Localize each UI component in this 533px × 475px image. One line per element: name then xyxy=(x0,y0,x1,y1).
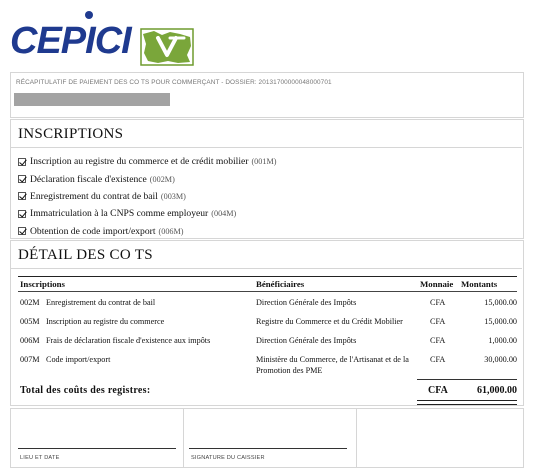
list-item xyxy=(18,205,276,222)
inscription-label: Déclaration fiscale d'existence xyxy=(30,173,147,185)
row-label: Inscription au registre du commerce xyxy=(46,317,165,326)
column-header-inscriptions: Inscriptions xyxy=(20,279,65,289)
inscription-label: Enregistrement du contrat de bail xyxy=(30,190,158,202)
total-amount: 61,000.00 xyxy=(477,385,517,396)
inscription-label: Inscription au registre du commerce et de crédit mobilier xyxy=(30,156,249,168)
row-beneficiaire: Direction Générale des Impôts xyxy=(256,298,357,307)
inscription-code: (003M) xyxy=(160,191,186,201)
row-code: 006M xyxy=(20,336,40,345)
total-rule xyxy=(417,379,517,380)
row-code: 005M xyxy=(20,317,40,326)
row-monnaie: CFA xyxy=(430,336,446,345)
inscription-code: (006M) xyxy=(158,226,184,236)
inscription-label: Obtention de code import/export xyxy=(30,225,156,237)
checkbox-checked[interactable] xyxy=(18,210,26,218)
total-label: Total des coûts des registres: xyxy=(20,385,151,396)
empty-box xyxy=(356,408,524,468)
place-date-line xyxy=(18,448,176,449)
row-code: 007M xyxy=(20,355,40,364)
column-header-beneficiaires: Bénéficiaires xyxy=(256,279,305,289)
row-beneficiaire: Registre du Commerce et du Crédit Mobilier xyxy=(256,317,403,326)
inscription-label: Immatriculation à la CNPS comme employeur xyxy=(30,208,209,220)
total-double-rule xyxy=(417,400,517,405)
ivory-coast-map-emblem-icon xyxy=(140,28,194,66)
row-montant: 30,000.00 xyxy=(484,355,517,364)
place-date-label: LIEU ET DATE xyxy=(20,455,60,461)
divider xyxy=(10,268,522,269)
table-header-rule xyxy=(18,291,517,292)
total-currency: CFA xyxy=(428,385,448,396)
row-label: Enregistrement du contrat de bail xyxy=(46,298,156,307)
divider xyxy=(10,147,522,148)
inscription-code: (001M) xyxy=(251,157,277,167)
logo-dot xyxy=(85,11,93,19)
inscription-code: (002M) xyxy=(149,174,175,184)
list-item xyxy=(18,153,276,170)
redacted-bar xyxy=(14,93,170,106)
row-label: Code import/export xyxy=(46,355,111,364)
cashier-signature-label: SIGNATURE DU CAISSIER xyxy=(191,455,265,461)
checkbox-checked[interactable] xyxy=(18,175,26,183)
inscriptions-title: INSCRIPTIONS xyxy=(18,126,124,142)
signature-line xyxy=(189,448,347,449)
inscriptions-list xyxy=(18,153,276,240)
row-monnaie: CFA xyxy=(430,317,446,326)
inscription-code: (004M) xyxy=(211,209,237,219)
recap-header: RÉCAPITULATIF DE PAIEMENT DES CO TS POUR COMMERÇANT - DOSSIER: 20131700000048000701 xyxy=(16,79,332,86)
row-label: Frais de déclaration fiscale d'existence aux impôts xyxy=(46,336,211,345)
row-monnaie: CFA xyxy=(430,355,446,364)
row-beneficiaire: Ministère du Commerce, de l'Artisanat et de la Promotion des PME xyxy=(256,355,409,375)
column-header-monnaie: Monnaie xyxy=(420,279,454,289)
list-item xyxy=(18,223,276,240)
row-montant: 15,000.00 xyxy=(484,298,517,307)
row-montant: 15,000.00 xyxy=(484,317,517,326)
row-beneficiaire: Direction Générale des Impôts xyxy=(256,336,357,345)
list-item xyxy=(18,188,276,205)
table-header-rule xyxy=(18,276,517,277)
row-monnaie: CFA xyxy=(430,298,446,307)
column-header-montants: Montants xyxy=(461,279,498,289)
checkbox-checked[interactable] xyxy=(18,192,26,200)
row-code: 002M xyxy=(20,298,40,307)
checkbox-checked[interactable] xyxy=(18,227,26,235)
checkbox-checked[interactable] xyxy=(18,158,26,166)
list-item xyxy=(18,170,276,187)
details-title: DÉTAIL DES CO TS xyxy=(18,247,153,263)
row-montant: 1,000.00 xyxy=(488,336,517,345)
cepici-logo-text: CEPICI xyxy=(10,20,131,62)
